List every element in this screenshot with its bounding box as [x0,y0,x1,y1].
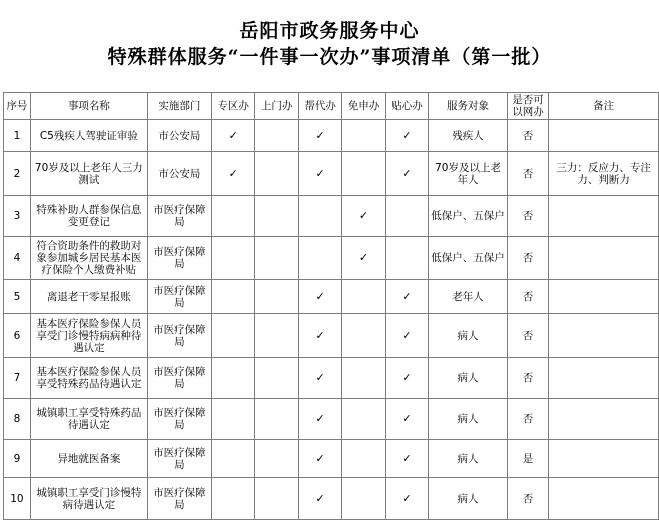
table-row [4,152,659,196]
cell-assist-check: ✓ [298,478,341,520]
cell-no: 6 [4,314,31,358]
cell-online: 否 [507,399,548,440]
header-assist: 帮代办 [298,93,341,120]
cell-door-check [255,399,298,440]
cell-note [549,399,659,440]
cell-note [549,358,659,399]
cell-no: 8 [4,399,31,440]
cell-no-apply-check [342,280,385,314]
header-target: 服务对象 [429,93,508,120]
cell-zone-check [211,399,254,440]
cell-zone-check: ✓ [211,152,254,196]
cell-no: 9 [4,440,31,478]
cell-no-apply-check: ✓ [342,196,385,237]
cell-door-check [255,440,298,478]
cell-assist-check [298,237,341,280]
cell-note [549,280,659,314]
cell-assist-check: ✓ [298,152,341,196]
cell-online: 否 [507,120,548,152]
cell-target: 病人 [429,314,508,358]
cell-note [549,120,659,152]
cell-zone-check: ✓ [211,120,254,152]
service-items-table [3,92,659,520]
cell-item-name: 基本医疗保险参保人员享受特殊药品待遇认定 [30,358,147,399]
cell-door-check [255,196,298,237]
cell-target: 残疾人 [429,120,508,152]
cell-online: 否 [507,237,548,280]
cell-target: 70岁及以上老年人 [429,152,508,196]
cell-door-check [255,237,298,280]
cell-item-name: 符合资助条件的救助对象参加城乡居民基本医疗保险个人缴费补贴 [30,237,147,280]
cell-target: 病人 [429,399,508,440]
cell-door-check [255,314,298,358]
cell-target: 病人 [429,440,508,478]
cell-assist-check: ✓ [298,280,341,314]
cell-no-apply-check: ✓ [342,237,385,280]
cell-no-apply-check [342,478,385,520]
cell-no: 1 [4,120,31,152]
cell-online: 否 [507,314,548,358]
cell-note [549,478,659,520]
cell-zone-check [211,440,254,478]
cell-online: 否 [507,358,548,399]
header-department: 实施部门 [147,93,211,120]
table-row [4,440,659,478]
cell-department: 市医疗保障局 [147,358,211,399]
cell-online: 否 [507,478,548,520]
cell-department: 市医疗保障局 [147,237,211,280]
cell-target: 病人 [429,358,508,399]
cell-department: 市医疗保障局 [147,440,211,478]
cell-caring-check: ✓ [385,478,428,520]
cell-no-apply-check [342,358,385,399]
cell-caring-check: ✓ [385,152,428,196]
header-no: 序号 [4,93,31,120]
cell-item-name: 70岁及以上老年人三力测试 [30,152,147,196]
header-no-apply: 免申办 [342,93,385,120]
cell-item-name: 离退老干零星报账 [30,280,147,314]
cell-target: 低保户、五保户 [429,196,508,237]
cell-no: 10 [4,478,31,520]
cell-department: 市医疗保障局 [147,478,211,520]
cell-target: 低保户、五保户 [429,237,508,280]
document-subtitle: 特殊群体服务“一件事一次办”事项清单（第一批） [107,46,552,68]
table-header-row [4,93,659,120]
cell-assist-check: ✓ [298,358,341,399]
cell-department: 市医疗保障局 [147,196,211,237]
cell-assist-check: ✓ [298,399,341,440]
cell-department: 市医疗保障局 [147,314,211,358]
cell-department: 市公安局 [147,120,211,152]
cell-no: 4 [4,237,31,280]
cell-zone-check [211,280,254,314]
cell-department: 市公安局 [147,152,211,196]
table-row [4,399,659,440]
cell-no: 7 [4,358,31,399]
header-note: 备注 [549,93,659,120]
table-row [4,478,659,520]
cell-door-check [255,280,298,314]
cell-department: 市医疗保障局 [147,280,211,314]
cell-zone-check [211,196,254,237]
cell-caring-check: ✓ [385,358,428,399]
cell-no: 5 [4,280,31,314]
table-row [4,280,659,314]
cell-caring-check: ✓ [385,440,428,478]
cell-assist-check: ✓ [298,120,341,152]
header-online: 是否可以网办 [507,93,548,120]
cell-no: 2 [4,152,31,196]
title-block [0,0,659,92]
cell-note [549,314,659,358]
cell-caring-check [385,196,428,237]
cell-zone-check [211,358,254,399]
cell-no: 3 [4,196,31,237]
cell-online: 是 [507,440,548,478]
cell-item-name: 特殊补助人群参保信息变更登记 [30,196,147,237]
cell-department: 市医疗保障局 [147,399,211,440]
cell-caring-check: ✓ [385,120,428,152]
cell-target: 病人 [429,478,508,520]
cell-note: 三力：反应力、专注力、判断力 [549,152,659,196]
cell-no-apply-check [342,120,385,152]
cell-note [549,237,659,280]
cell-zone-check [211,478,254,520]
header-door: 上门办 [255,93,298,120]
cell-note [549,196,659,237]
cell-item-name: C5残疾人驾驶证审验 [30,120,147,152]
cell-caring-check: ✓ [385,399,428,440]
cell-item-name: 基本医疗保险参保人员享受门诊慢特病病种待遇认定 [30,314,147,358]
cell-assist-check: ✓ [298,440,341,478]
cell-door-check [255,358,298,399]
cell-online: 否 [507,152,548,196]
cell-item-name: 城镇职工享受特殊药品待遇认定 [30,399,147,440]
cell-caring-check: ✓ [385,314,428,358]
cell-assist-check [298,196,341,237]
table-row [4,358,659,399]
table-row [4,237,659,280]
header-caring: 贴心办 [385,93,428,120]
cell-item-name: 城镇职工享受门诊慢特病待遇认定 [30,478,147,520]
table-row [4,120,659,152]
cell-no-apply-check [342,314,385,358]
table-row [4,314,659,358]
cell-online: 否 [507,280,548,314]
header-zone: 专区办 [211,93,254,120]
cell-door-check [255,478,298,520]
cell-door-check [255,152,298,196]
cell-caring-check [385,237,428,280]
cell-note [549,440,659,478]
cell-no-apply-check [342,399,385,440]
cell-door-check [255,120,298,152]
cell-target: 老年人 [429,280,508,314]
cell-assist-check: ✓ [298,314,341,358]
cell-caring-check: ✓ [385,280,428,314]
cell-no-apply-check [342,440,385,478]
document-title: 岳阳市政务服务中心 [239,20,420,42]
cell-item-name: 异地就医备案 [30,440,147,478]
cell-zone-check [211,237,254,280]
table-row [4,196,659,237]
cell-no-apply-check [342,152,385,196]
header-item-name: 事项名称 [30,93,147,120]
cell-online: 否 [507,196,548,237]
cell-zone-check [211,314,254,358]
